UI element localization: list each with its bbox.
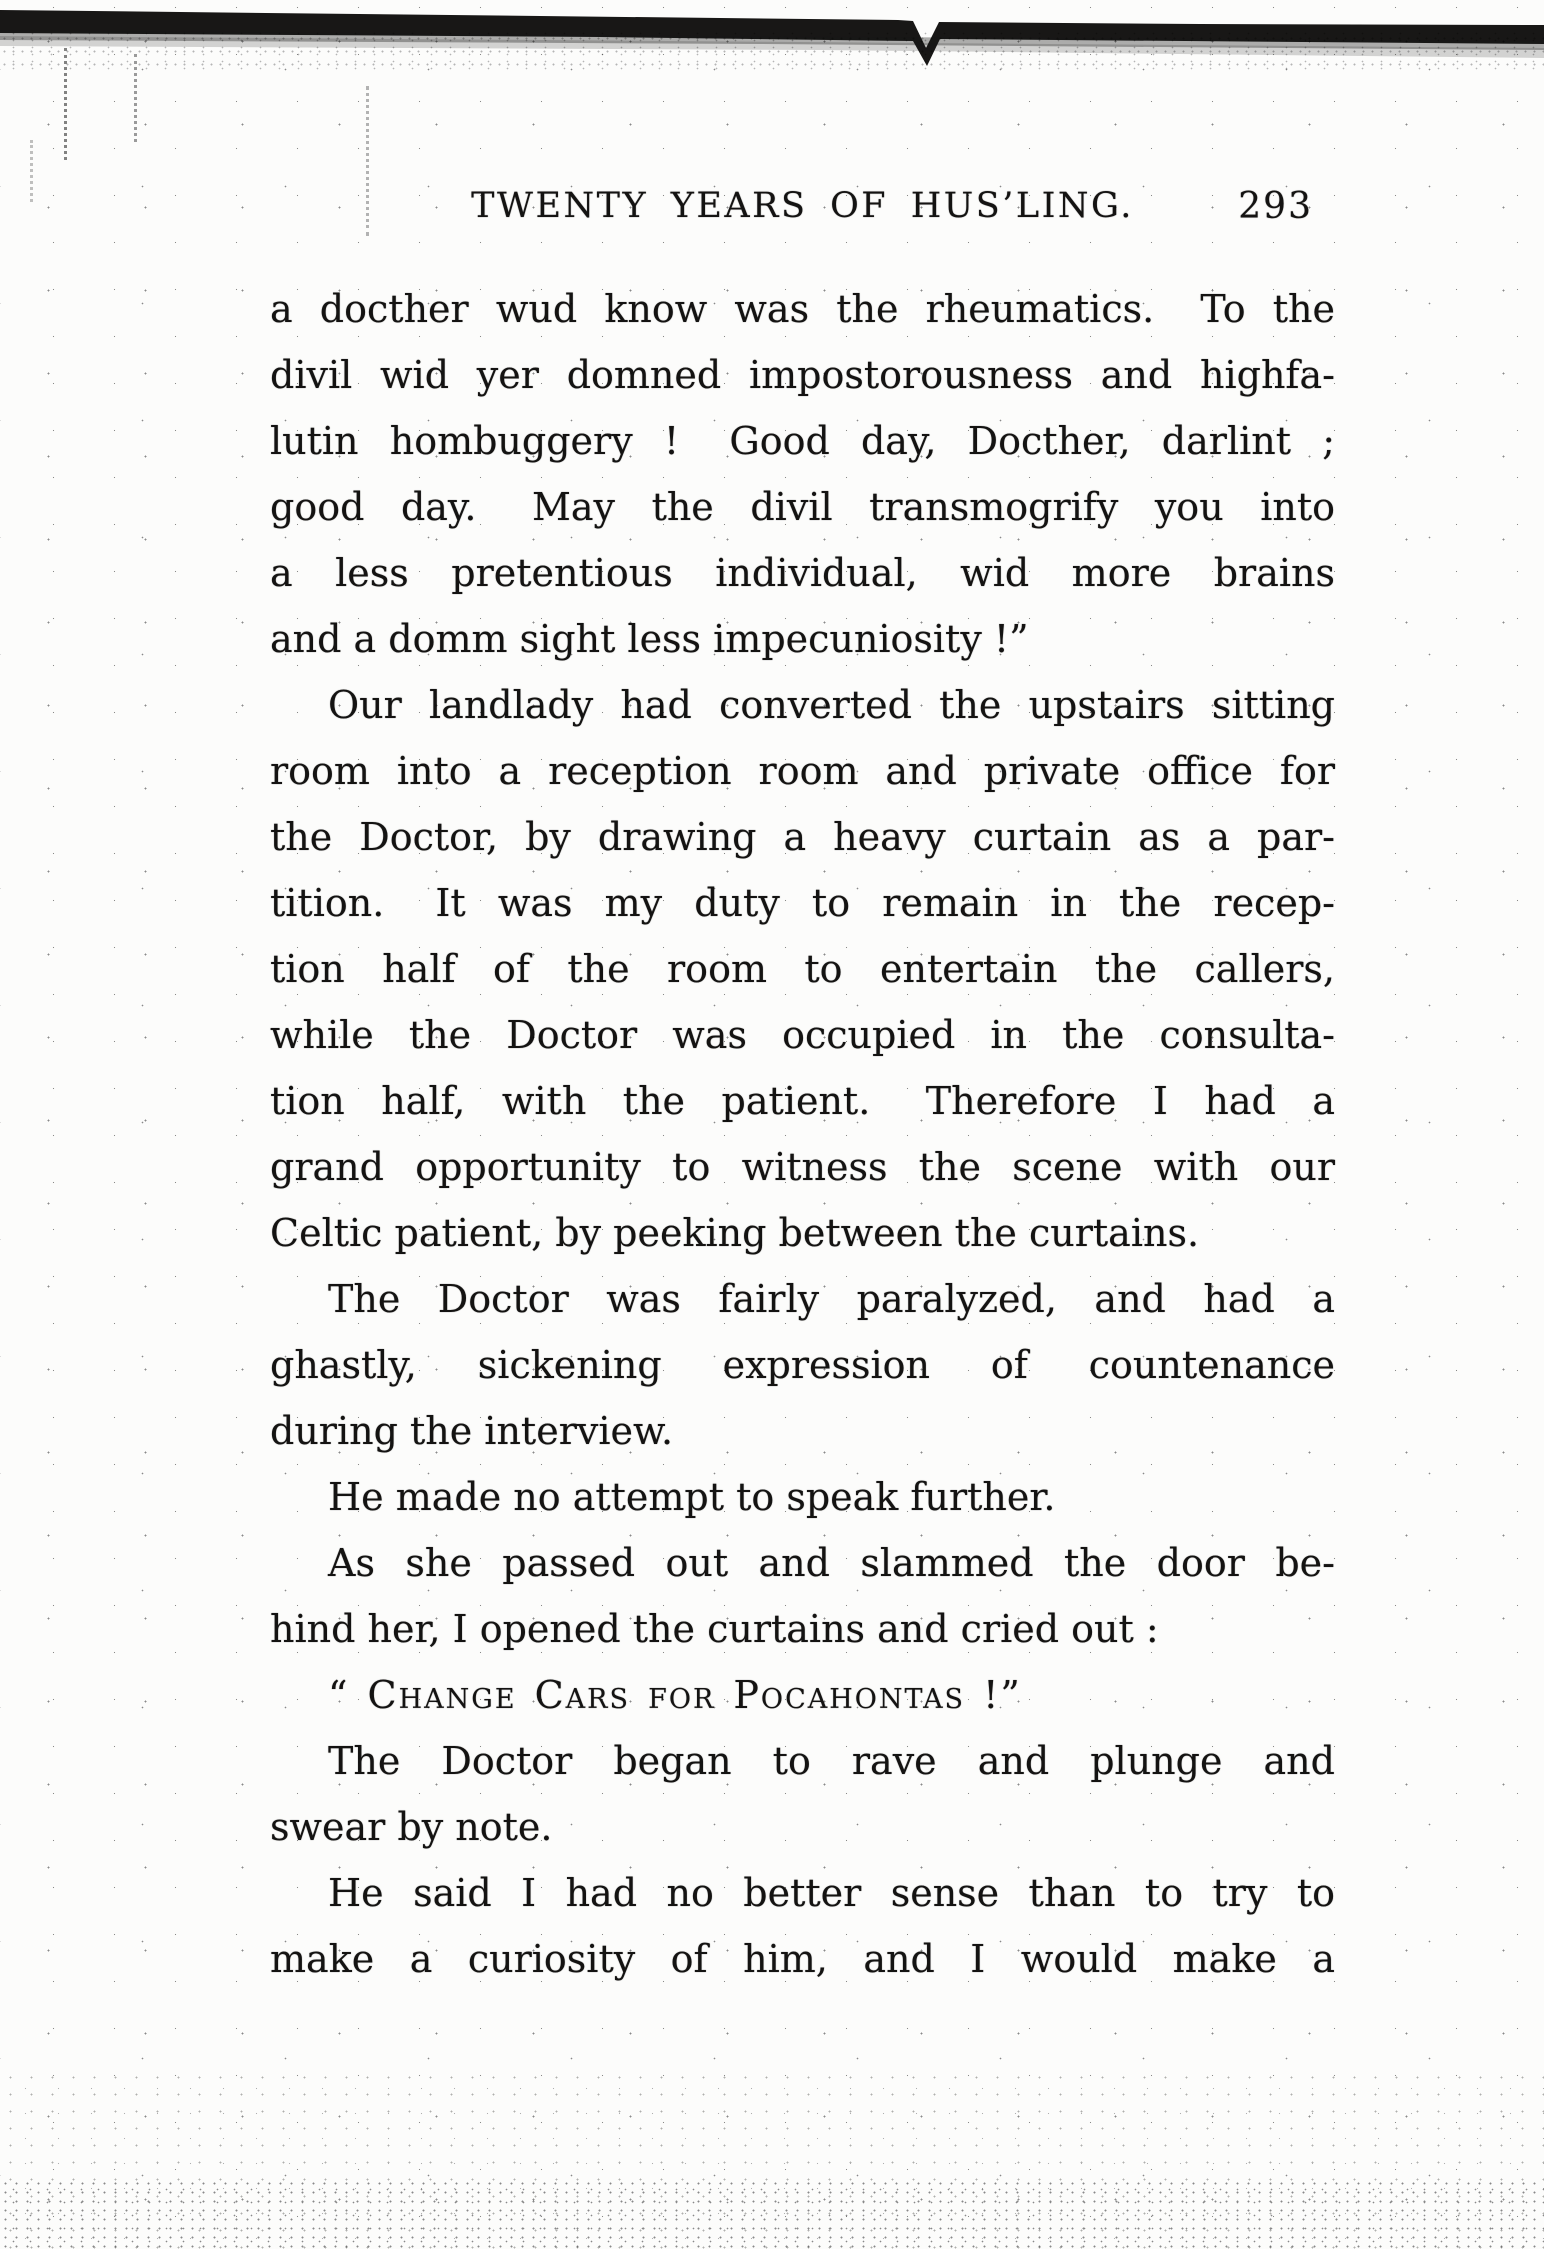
text-line: during the interview.	[270, 1409, 674, 1453]
scan-streak-artifact	[64, 48, 67, 160]
scan-noise-band	[0, 2179, 1544, 2249]
text-line: swear by note.	[270, 1805, 553, 1849]
text-line: a docther wud know was the rheumatics. To the	[270, 287, 1335, 331]
scan-streak-artifact	[134, 54, 137, 142]
text-line: “ Change Cars for Pocahontas !”	[328, 1673, 1022, 1717]
page-number: 293	[1238, 186, 1313, 227]
text-line: hind her, I opened the curtains and cried out :	[270, 1607, 1159, 1651]
text-line: divil wid yer domned impostorousness and highfa-	[270, 353, 1335, 397]
paragraph	[270, 1266, 1335, 1464]
text-line: The Doctor began to rave and plunge and	[328, 1739, 1335, 1783]
paragraph	[270, 1464, 1335, 1530]
text-line: tion half of the room to entertain the callers,	[270, 947, 1335, 991]
text-line: Our landlady had converted the upstairs sitting	[328, 683, 1335, 727]
text-line: grand opportunity to witness the scene with our	[270, 1145, 1335, 1189]
text-line: make a curiosity of him, and I would make a	[270, 1937, 1335, 1981]
text-line: tition. It was my duty to remain in the recep-	[270, 881, 1335, 925]
text-line: the Doctor, by drawing a heavy curtain as a par-	[270, 815, 1335, 859]
text-line: Celtic patient, by peeking between the curtains.	[270, 1211, 1200, 1255]
page-header	[270, 186, 1335, 236]
text-line: As she passed out and slammed the door be-	[328, 1541, 1335, 1585]
text-line: The Doctor was fairly paralyzed, and had a	[328, 1277, 1335, 1321]
text-line: good day. May the divil transmogrify you into	[270, 485, 1335, 529]
paragraph	[270, 1530, 1335, 1662]
text-line: a less pretentious individual, wid more brains	[270, 551, 1335, 595]
text-line: and a domm sight less impecuniosity !”	[270, 617, 1029, 661]
paragraph	[270, 1662, 1335, 1728]
paragraph	[270, 1728, 1335, 1860]
paragraph	[270, 276, 1335, 672]
scan-noise-band	[0, 32, 1544, 70]
text-line: tion half, with the patient. Therefore I had a	[270, 1079, 1335, 1123]
text-line: He said I had no better sense than to try to	[328, 1871, 1335, 1915]
text-line: while the Doctor was occupied in the consulta-	[270, 1013, 1335, 1057]
paragraph	[270, 1860, 1335, 1992]
text-line: He made no attempt to speak further.	[328, 1475, 1056, 1519]
text-line: room into a reception room and private office for	[270, 749, 1335, 793]
running-title: TWENTY YEARS OF HUS’LING.	[471, 186, 1134, 226]
text-line: ghastly, sickening expression of countenance	[270, 1343, 1335, 1387]
paragraph	[270, 672, 1335, 1266]
text-block	[270, 276, 1335, 1992]
scan-streak-artifact	[30, 140, 33, 202]
text-line: lutin hombuggery ! Good day, Docther, darlint ;	[270, 419, 1335, 463]
